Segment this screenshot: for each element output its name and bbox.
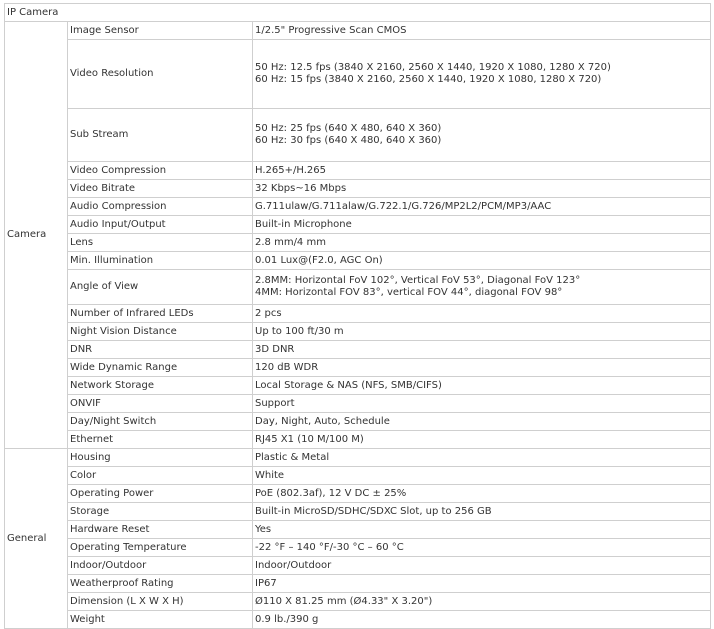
spec-value-line: H.265+/H.265 bbox=[255, 164, 326, 176]
spec-value-line: 4MM: Horizontal FOV 83°, vertical FOV 44°, diagonal FOV 98° bbox=[255, 287, 563, 298]
spec-label: DNR bbox=[68, 341, 253, 359]
spec-label: Audio Compression bbox=[68, 198, 253, 216]
group-label: Camera bbox=[5, 22, 68, 449]
spec-value-line: 2 pcs bbox=[255, 307, 282, 319]
spec-value bbox=[253, 180, 711, 198]
table-row bbox=[5, 40, 711, 109]
spec-value bbox=[253, 377, 711, 395]
spec-value bbox=[253, 323, 711, 341]
spec-value-line: 1/2.5" Progressive Scan CMOS bbox=[255, 24, 407, 36]
spec-value bbox=[253, 557, 711, 575]
spec-value bbox=[253, 216, 711, 234]
spec-value-line: 50 Hz: 12.5 fps (3840 X 2160, 2560 X 1440, 1920 X 1080, 1280 X 720) bbox=[255, 62, 611, 73]
spec-label: Hardware Reset bbox=[68, 521, 253, 539]
spec-value-line: Plastic & Metal bbox=[255, 451, 330, 463]
spec-value bbox=[253, 413, 711, 431]
spec-table bbox=[4, 3, 711, 629]
spec-value bbox=[253, 270, 711, 305]
table-row bbox=[5, 216, 711, 234]
spec-label: Lens bbox=[68, 234, 253, 252]
table-row bbox=[5, 395, 711, 413]
spec-value-line: G.711ulaw/G.711alaw/G.722.1/G.726/MP2L2/PCM/MP3/AAC bbox=[255, 200, 552, 212]
spec-value-line: Up to 100 ft/30 m bbox=[255, 325, 344, 337]
table-row bbox=[5, 593, 711, 611]
spec-value-line: Built-in Microphone bbox=[255, 218, 352, 230]
spec-value-line: Ø110 X 81.25 mm (Ø4.33" X 3.20") bbox=[255, 595, 433, 607]
table-row bbox=[5, 503, 711, 521]
spec-value bbox=[253, 252, 711, 270]
spec-value bbox=[253, 22, 711, 40]
spec-value bbox=[253, 575, 711, 593]
table-row bbox=[5, 198, 711, 216]
spec-label: Network Storage bbox=[68, 377, 253, 395]
spec-label: Video Bitrate bbox=[68, 180, 253, 198]
spec-value-line: Yes bbox=[255, 523, 272, 535]
spec-value bbox=[253, 109, 711, 162]
spec-value bbox=[253, 467, 711, 485]
spec-label: Housing bbox=[68, 449, 253, 467]
spec-value bbox=[253, 341, 711, 359]
spec-label: Video Resolution bbox=[68, 40, 253, 109]
spec-value-line: PoE (802.3af), 12 V DC ± 25% bbox=[255, 487, 407, 499]
table-row bbox=[5, 109, 711, 162]
table-row bbox=[5, 162, 711, 180]
spec-value bbox=[253, 198, 711, 216]
spec-value-line: IP67 bbox=[255, 577, 277, 589]
spec-label: Video Compression bbox=[68, 162, 253, 180]
spec-label: Sub Stream bbox=[68, 109, 253, 162]
spec-label: Image Sensor bbox=[68, 22, 253, 40]
table-row bbox=[5, 611, 711, 629]
spec-value-line: Day, Night, Auto, Schedule bbox=[255, 415, 390, 427]
table-row bbox=[5, 270, 711, 305]
spec-value-line: 0.01 Lux@(F2.0, AGC On) bbox=[255, 254, 383, 266]
spec-label: Weatherproof Rating bbox=[68, 575, 253, 593]
spec-label: Weight bbox=[68, 611, 253, 629]
spec-value bbox=[253, 503, 711, 521]
title-row bbox=[5, 4, 711, 22]
table-row bbox=[5, 341, 711, 359]
spec-value-line: 2.8 mm/4 mm bbox=[255, 236, 326, 248]
spec-value bbox=[253, 395, 711, 413]
spec-value-line: 3D DNR bbox=[255, 343, 295, 355]
spec-value bbox=[253, 40, 711, 109]
table-row bbox=[5, 377, 711, 395]
spec-value-line: 2.8MM: Horizontal FoV 102°, Vertical FoV 53°, Diagonal FoV 123° bbox=[255, 275, 581, 286]
table-row bbox=[5, 413, 711, 431]
spec-value-line: Support bbox=[255, 397, 295, 409]
table-row bbox=[5, 467, 711, 485]
spec-value-line: 120 dB WDR bbox=[255, 361, 319, 373]
spec-value bbox=[253, 449, 711, 467]
spec-value-line: RJ45 X1 (10 M/100 M) bbox=[255, 433, 364, 445]
spec-value-line: 0.9 lb./390 g bbox=[255, 613, 319, 625]
spec-value-line: 50 Hz: 25 fps (640 X 480, 640 X 360) bbox=[255, 123, 442, 134]
table-row bbox=[5, 521, 711, 539]
spec-label: Angle of View bbox=[68, 270, 253, 305]
table-row bbox=[5, 180, 711, 198]
table-title: IP Camera bbox=[5, 4, 711, 22]
spec-value-line: Indoor/Outdoor bbox=[255, 559, 332, 571]
spec-value bbox=[253, 485, 711, 503]
spec-value bbox=[253, 611, 711, 629]
spec-value bbox=[253, 431, 711, 449]
spec-value-line: -22 °F – 140 °F/-30 °C – 60 °C bbox=[255, 541, 404, 553]
table-row bbox=[5, 323, 711, 341]
spec-value bbox=[253, 521, 711, 539]
spec-value bbox=[253, 305, 711, 323]
spec-value bbox=[253, 234, 711, 252]
spec-value bbox=[253, 359, 711, 377]
spec-value bbox=[253, 593, 711, 611]
table-row bbox=[5, 359, 711, 377]
spec-label: Audio Input/Output bbox=[68, 216, 253, 234]
spec-label: Number of Infrared LEDs bbox=[68, 305, 253, 323]
spec-label: ONVIF bbox=[68, 395, 253, 413]
table-row bbox=[5, 234, 711, 252]
spec-label: Indoor/Outdoor bbox=[68, 557, 253, 575]
spec-label: Day/Night Switch bbox=[68, 413, 253, 431]
spec-label: Dimension (L X W X H) bbox=[68, 593, 253, 611]
spec-label: Ethernet bbox=[68, 431, 253, 449]
spec-value-line: 60 Hz: 30 fps (640 X 480, 640 X 360) bbox=[255, 135, 442, 146]
table-row bbox=[5, 449, 711, 467]
table-row bbox=[5, 431, 711, 449]
table-row bbox=[5, 305, 711, 323]
spec-label: Operating Power bbox=[68, 485, 253, 503]
spec-value-line: White bbox=[255, 469, 285, 481]
spec-value bbox=[253, 539, 711, 557]
spec-value bbox=[253, 162, 711, 180]
spec-label: Color bbox=[68, 467, 253, 485]
spec-value-line: Local Storage & NAS (NFS, SMB/CIFS) bbox=[255, 379, 442, 391]
table-row bbox=[5, 22, 711, 40]
spec-label: Operating Temperature bbox=[68, 539, 253, 557]
spec-label: Night Vision Distance bbox=[68, 323, 253, 341]
table-row bbox=[5, 252, 711, 270]
table-row bbox=[5, 539, 711, 557]
spec-value-line: Built-in MicroSD/SDHC/SDXC Slot, up to 256 GB bbox=[255, 505, 492, 517]
spec-value-line: 32 Kbps~16 Mbps bbox=[255, 182, 347, 194]
table-row bbox=[5, 485, 711, 503]
table-row bbox=[5, 575, 711, 593]
spec-label: Storage bbox=[68, 503, 253, 521]
group-label: General bbox=[5, 449, 68, 629]
spec-value-line: 60 Hz: 15 fps (3840 X 2160, 2560 X 1440, 1920 X 1080, 1280 X 720) bbox=[255, 74, 602, 85]
spec-label: Wide Dynamic Range bbox=[68, 359, 253, 377]
spec-label: Min. Illumination bbox=[68, 252, 253, 270]
table-row bbox=[5, 557, 711, 575]
